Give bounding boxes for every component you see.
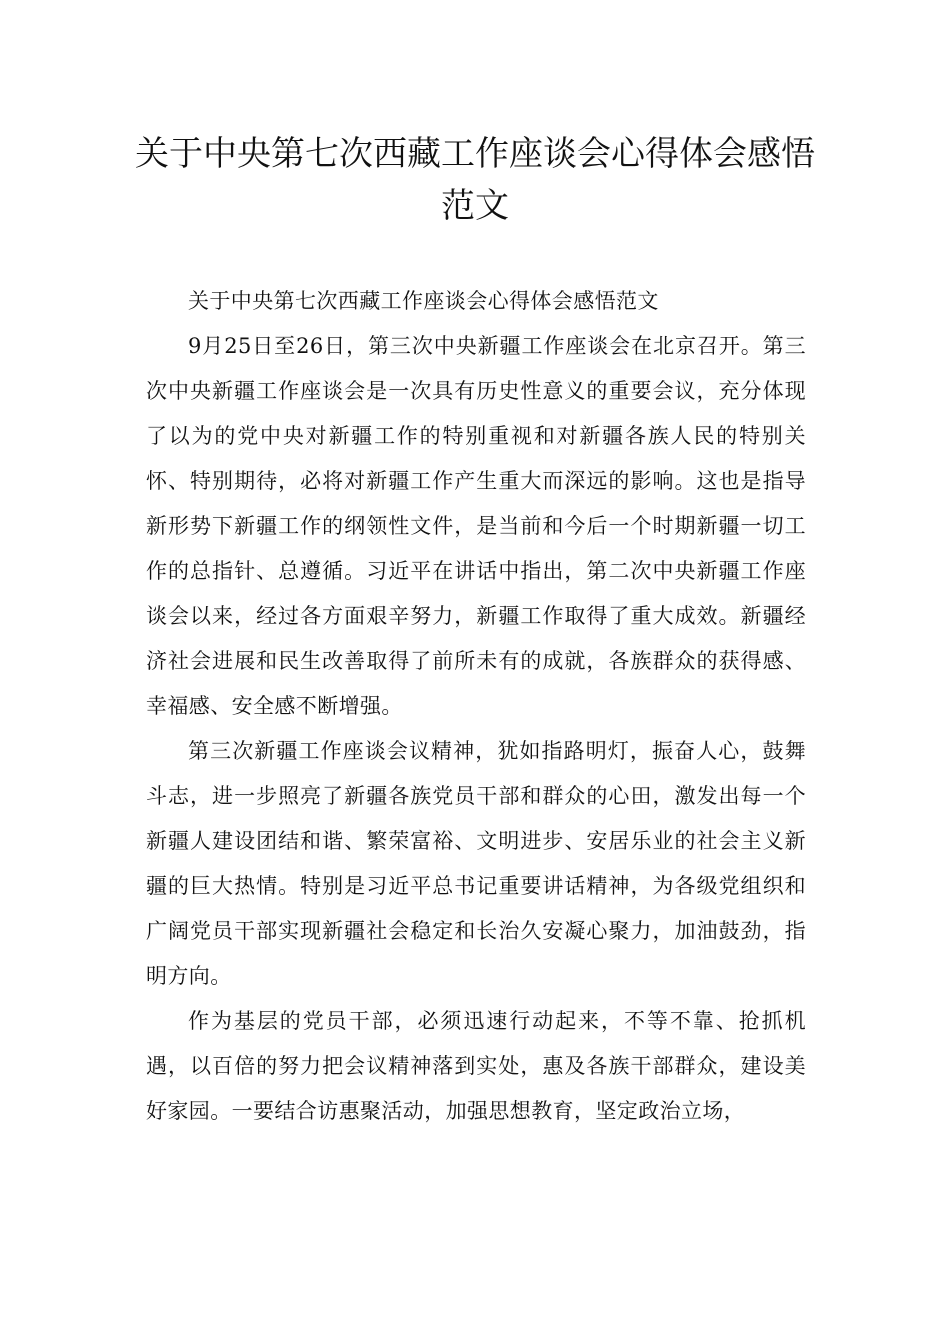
document-body xyxy=(146,279,806,1134)
body-paragraph: 9月25日至26日，第三次中央新疆工作座谈会在北京召开。第三次中央新疆工作座谈会是一次具有历史性意义的重要会议，充分体现了以为的党中央对新疆工作的特别重视和对新疆各族人民的特别关怀、特别期待，必将对新疆工作产生重大而深远的影响。这也是指导新形势下新疆工作的纲领性文件，是当前和今后一个时期新疆一切工作的总指针、总遵循。习近平在讲话中指出，第二次中央新疆工作座谈会以来，经过各方面艰辛努力，新疆工作取得了重大成效。新疆经济社会进展和民生改善取得了前所未有的成就，各族群众的获得感、幸福感、安全感不断增强。 xyxy=(146,334,806,718)
body-paragraph: 作为基层的党员干部，必须迅速行动起来，不等不靠、抢抓机遇，以百倍的努力把会议精神落到实处，惠及各族干部群众，建设美好家园。一要结合访惠聚活动，加强思想教育，坚定政治立场， xyxy=(146,1009,806,1123)
document-title: 关于中央第七次西藏工作座谈会心得体会感悟范文 xyxy=(135,134,815,226)
body-paragraph: 第三次新疆工作座谈会议精神，犹如指路明灯，振奋人心，鼓舞斗志，进一步照亮了新疆各族党员干部和群众的心田，激发出每一个新疆人建设团结和谐、繁荣富裕、文明进步、安居乐业的社会主义新疆的巨大热情。特别是习近平总书记重要讲话精神，为各级党组织和广阔党员干部实现新疆社会稳定和长治久安凝心聚力，加油鼓劲，指明方向。 xyxy=(146,739,806,988)
body-paragraph-heading: 关于中央第七次西藏工作座谈会心得体会感悟范文 xyxy=(188,289,659,313)
